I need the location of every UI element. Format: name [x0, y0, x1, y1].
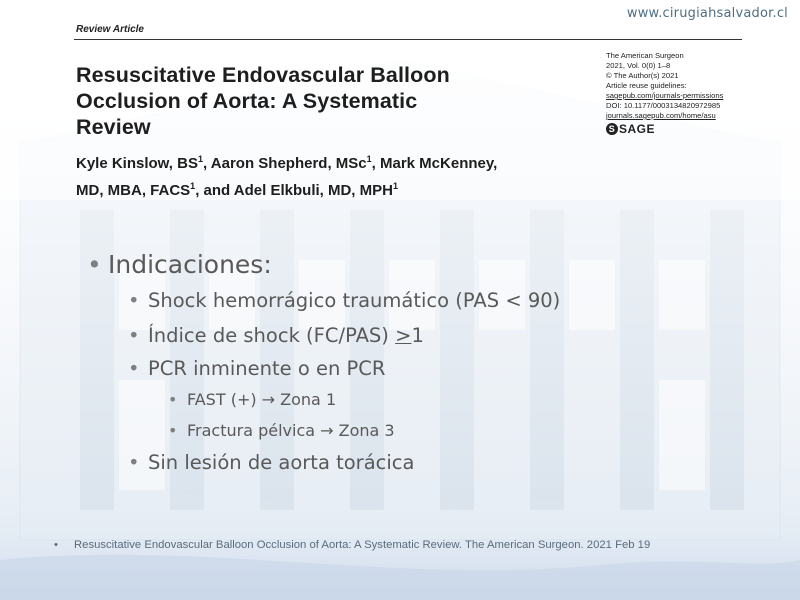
doi: DOI: 10.1177/00031348209729​85: [606, 101, 721, 110]
title-line: Review: [76, 115, 151, 139]
bullet-pcr: [128, 357, 385, 380]
bullet-indicaciones: [87, 250, 272, 279]
bullet-indice: [128, 324, 424, 347]
bullet-fast: [168, 390, 336, 409]
bullet-text: Índice de shock (FC/PAS): [148, 324, 396, 347]
bullet-sin-lesion: [128, 451, 414, 474]
bullet-text: Shock hemorrágico traumático (PAS < 90): [148, 289, 561, 312]
author-name: , and Adel Elkbuli, MD, MPH: [195, 182, 393, 199]
author-name: MD, MBA, FACS: [76, 182, 191, 199]
bullet-dot: •: [54, 539, 58, 551]
footnote-text: Resuscitative Endovascular Balloon Occlusion of Aorta: A Systematic Review. The American Surgeon. 2021 Feb 19: [74, 539, 651, 551]
bullet-dot: •: [128, 324, 140, 347]
bullet-text: PCR inminente o en PCR: [148, 357, 386, 380]
sage-mark-icon: S: [606, 123, 618, 135]
affiliation-mark: 1: [366, 154, 372, 164]
sage-wordmark: SAGE: [619, 122, 656, 136]
bullet-dot: •: [128, 451, 140, 474]
bullet-dot: •: [168, 390, 178, 409]
bullet-value: 1: [411, 324, 424, 347]
author-name: Kyle Kinslow, BS: [76, 155, 198, 172]
journal-home-link[interactable]: journals.sagepub.com/home/asu: [606, 111, 716, 120]
bullet-dot: •: [128, 289, 140, 312]
website-watermark: www.cirugiahsalvador.cl: [626, 6, 788, 21]
copyright: © The Author(s) 2021: [606, 71, 679, 80]
affiliation-mark: 1: [197, 154, 203, 164]
journal-name: The American Surgeon: [606, 51, 684, 60]
greater-equal-symbol: >: [395, 324, 412, 347]
bullet-shock: [128, 289, 560, 312]
affiliation-mark: 1: [190, 181, 196, 191]
author-name: , Aaron Shepherd, MSc: [203, 155, 367, 172]
bullet-dot: •: [128, 357, 140, 380]
bullet-text: Sin lesión de aorta torácica: [148, 451, 415, 474]
title-line: Resuscitative Endovascular Balloon: [76, 63, 450, 87]
bullet-fractura: [168, 421, 395, 440]
reference-footnote: [54, 539, 650, 551]
bullet-dot: •: [87, 250, 102, 279]
journal-volume: 2021, Vol. 0(0) 1–8: [606, 61, 671, 70]
permissions-link[interactable]: sagepub.com/journals-permissions: [606, 91, 724, 100]
author-name: , Mark McKenney,: [371, 155, 498, 172]
bullet-dot: •: [168, 421, 178, 440]
affiliation-mark: 1: [392, 181, 398, 191]
article-type: Review Article: [76, 24, 144, 35]
reuse-label: Article reuse guidelines:: [606, 81, 687, 90]
bullet-text: Fractura pélvica → Zona 3: [187, 421, 395, 440]
bullet-text: Indicaciones:: [108, 250, 272, 279]
title-line: Occlusion of Aorta: A Systematic: [76, 89, 418, 113]
bullet-text: FAST (+) → Zona 1: [187, 390, 337, 409]
